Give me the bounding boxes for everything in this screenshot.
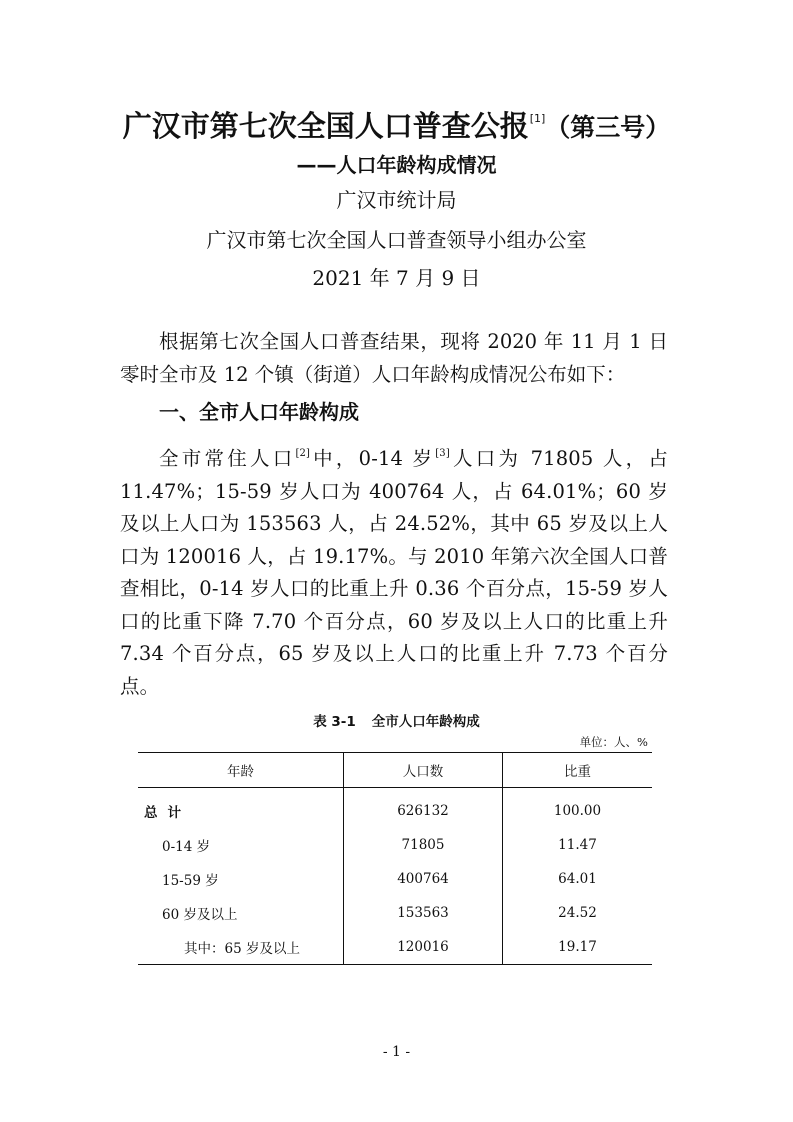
table-caption-number: 表 3-1	[313, 714, 356, 730]
row-label: 60 岁及以上	[162, 907, 238, 923]
title-footnote-marker: [1]	[529, 112, 546, 125]
section-1-paragraph	[120, 438, 668, 703]
row-population: 71805	[344, 828, 503, 862]
title-text: 广汉市第七次全国人口普查公报	[122, 109, 529, 143]
row-population: 153563	[344, 896, 503, 930]
header-age: 年龄	[138, 753, 344, 788]
title-issue-number: （第三号）	[545, 113, 671, 142]
table-caption	[0, 712, 793, 732]
row-label: 总计	[144, 805, 191, 821]
table-unit-note: 单位：人、%	[579, 735, 648, 749]
table-row	[138, 828, 652, 862]
row-population: 120016	[344, 930, 503, 965]
table-header-row	[138, 753, 652, 788]
table-row	[138, 896, 652, 930]
row-population: 626132	[344, 788, 503, 829]
row-share: 19.17	[503, 930, 653, 965]
table-row	[138, 788, 652, 829]
table-row	[138, 862, 652, 896]
row-share: 100.00	[503, 788, 653, 829]
row-share: 64.01	[503, 862, 653, 896]
section-heading: 一、全市人口年龄构成	[159, 400, 359, 424]
footnote-marker-2: [2]	[295, 448, 311, 459]
paragraph-text-a: 全市常住人口	[159, 447, 296, 470]
age-structure-table	[138, 752, 652, 965]
row-label: 15-59 岁	[162, 873, 219, 889]
intro-paragraph: 根据第七次全国人口普查结果，现将 2020 年 11 月 1 日零时全市及 12 个镇（街道）人口年龄构成情况公布如下：	[120, 330, 668, 386]
paragraph-text-b: 中，0-14 岁	[310, 447, 436, 470]
page-number: - 1 -	[382, 1044, 411, 1060]
header-share: 比重	[503, 753, 653, 788]
row-population: 400764	[344, 862, 503, 896]
row-label: 其中：65 岁及以上	[138, 930, 344, 965]
row-label: 0-14 岁	[162, 839, 211, 855]
table-caption-title: 全市人口年龄构成	[371, 714, 480, 730]
row-share: 24.52	[503, 896, 653, 930]
issuer-statistics-bureau: 广汉市统计局	[336, 188, 457, 212]
paragraph-text-c: 人口为 71805 人，占 11.47%；15-59 岁人口为 400764 人，占 64.01%；60 岁及以上人口为 153563 人，占 24.52%，其中 65 岁及以上人口为 120016 人，占 19.17%。与 2010 年第六次全国人口普查相比，0-14 岁人口的比重上升 0.36 个百分点，15-59 岁人口的比重下降 7.70 个百分点，60 岁及以上人口的比重上升 7.34 个百分点，65 岁及以上人口的比重上升 7.73 个百分点。	[120, 447, 668, 698]
page-title	[0, 101, 793, 146]
header-population: 人口数	[344, 753, 503, 788]
table-row	[138, 930, 652, 965]
footnote-marker-3: [3]	[435, 448, 450, 459]
row-share: 11.47	[503, 828, 653, 862]
issuer-census-office: 广汉市第七次全国人口普查领导小组办公室	[206, 228, 587, 252]
page-subtitle: ——人口年龄构成情况	[296, 153, 497, 177]
publication-date: 2021 年 7 月 9 日	[312, 266, 481, 290]
